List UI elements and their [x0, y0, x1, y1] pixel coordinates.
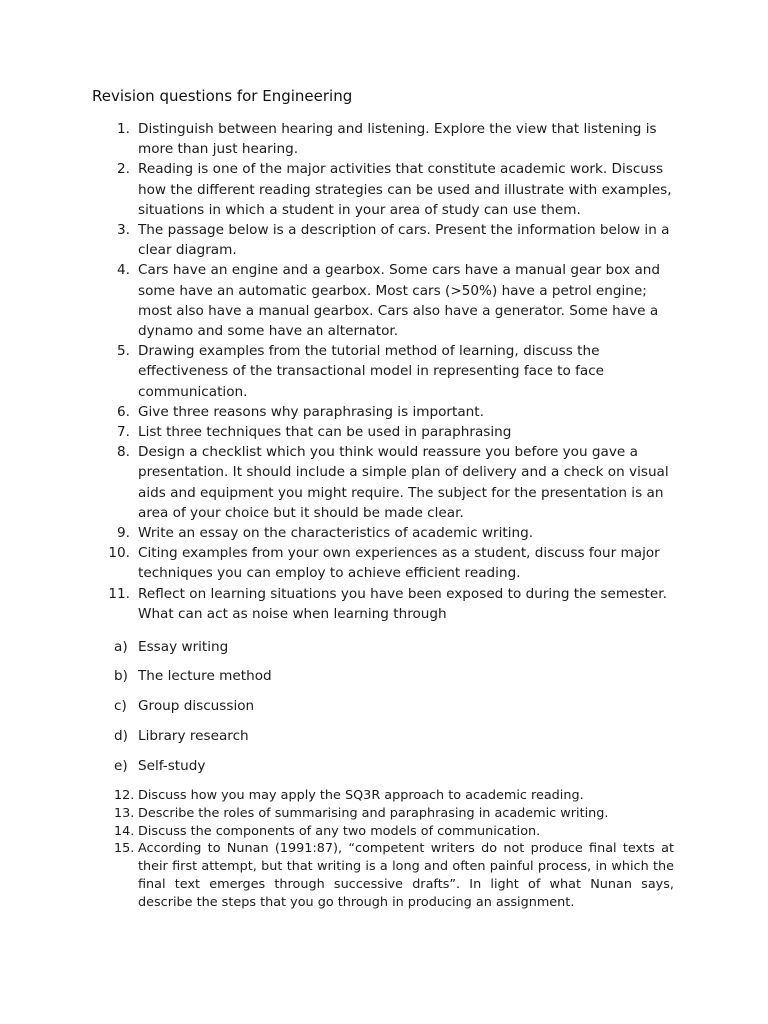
sub-item — [114, 726, 249, 746]
question-item — [104, 584, 674, 624]
question-text: Give three reasons why paraphrasing is important. — [138, 403, 484, 420]
question-text: Reading is one of the major activities that constitute academic work. Discuss how the different reading strategies can be used and illustrate with examples, situations in which a student in your area of study can use them. — [138, 161, 672, 218]
sub-item-text: Library research — [138, 728, 249, 744]
question-text: Describe the roles of summarising and paraphrasing in academic writing. — [138, 805, 609, 821]
question-text: Discuss the components of any two models of communication. — [138, 823, 541, 839]
question-number: 8. — [117, 444, 130, 461]
question-text: According to Nunan (1991:87), “competent writers do not produce final texts at their first attempt, but that writing is a long and often painful process, in which the final text emerges through successive drafts”. In light of what Nunan says, describe the steps that you go through in producing an assignment. — [138, 841, 674, 910]
question-text: Reflect on learning situations you have been exposed to during the semester. What can act as noise when learning through — [138, 585, 667, 622]
question-item — [104, 341, 674, 402]
question-item — [114, 787, 674, 805]
sub-item-text: The lecture method — [138, 668, 272, 684]
question-item — [114, 805, 674, 823]
question-text: Write an essay on the characteristics of academic writing. — [138, 525, 534, 542]
question-item — [104, 260, 674, 341]
question-number: 3. — [117, 222, 130, 239]
document-title: Revision questions for Engineering — [92, 87, 353, 105]
question-item — [104, 543, 674, 583]
question-text: List three techniques that can be used in paraphrasing — [138, 424, 512, 441]
questions-list-part1 — [104, 119, 674, 624]
question-number: 1. — [117, 121, 130, 137]
question-number: 9. — [117, 525, 130, 542]
question-text: Drawing examples from the tutorial method of learning, discuss the effectiveness of the transactional model in representing face to face communication. — [138, 343, 605, 400]
question-text: Citing examples from your own experiences as a student, discuss four major techniques you can employ to achieve efficient reading. — [138, 545, 660, 582]
sub-item-text: Essay writing — [138, 639, 229, 655]
question-number: 2. — [117, 161, 130, 178]
question-item — [114, 823, 674, 841]
question-item — [104, 402, 674, 422]
question-number: 5. — [117, 343, 130, 360]
sub-item — [114, 666, 272, 686]
question-number: 13. — [114, 805, 135, 821]
question-text: Design a checklist which you think would reassure you before you gave a presentation. It should include a simple plan of delivery and a check on visual aids and equipment you might require. The subject for the presentation is an area of your choice but it should be made clear. — [138, 444, 669, 521]
sub-item — [114, 756, 205, 776]
question-number: 6. — [117, 403, 130, 420]
question-text: Discuss how you may apply the SQ3R approach to academic reading. — [138, 788, 584, 803]
question-number: 10. — [108, 545, 130, 562]
sub-item-letter: a) — [114, 639, 128, 655]
question-number: 15. — [114, 841, 135, 857]
sub-item-letter: c) — [114, 698, 127, 714]
question-item — [104, 442, 674, 523]
question-item — [104, 523, 674, 543]
questions-list-part2 — [114, 787, 674, 912]
question-text: Cars have an engine and a gearbox. Some cars have a manual gear box and some have an automatic gearbox. Most cars (>50%) have a petrol engine; most also have a manual gearbox. Cars also have a generator. Some have a dynamo and some have an alternator. — [138, 262, 661, 340]
question-item — [104, 159, 674, 220]
sub-item-text: Self-study — [138, 758, 206, 774]
sub-item-letter: d) — [114, 728, 128, 744]
question-item — [104, 422, 674, 442]
question-number: 14. — [114, 823, 135, 839]
question-text: The passage below is a description of cars. Present the information below in a clear diagram. — [138, 222, 670, 259]
question-text: Distinguish between hearing and listening. Explore the view that listening is more than just hearing. — [138, 121, 657, 158]
sub-item-text: Group discussion — [138, 698, 255, 714]
question-number: 12. — [114, 788, 135, 803]
question-number: 4. — [117, 262, 130, 279]
sub-item-letter: e) — [114, 758, 128, 774]
sub-item-letter: b) — [114, 668, 128, 684]
question-number: 11. — [108, 585, 130, 602]
question-number: 7. — [117, 424, 130, 441]
sub-item — [114, 637, 228, 657]
question-item — [104, 119, 674, 159]
question-item — [104, 220, 674, 260]
sub-item — [114, 696, 254, 716]
question-item — [114, 840, 674, 911]
